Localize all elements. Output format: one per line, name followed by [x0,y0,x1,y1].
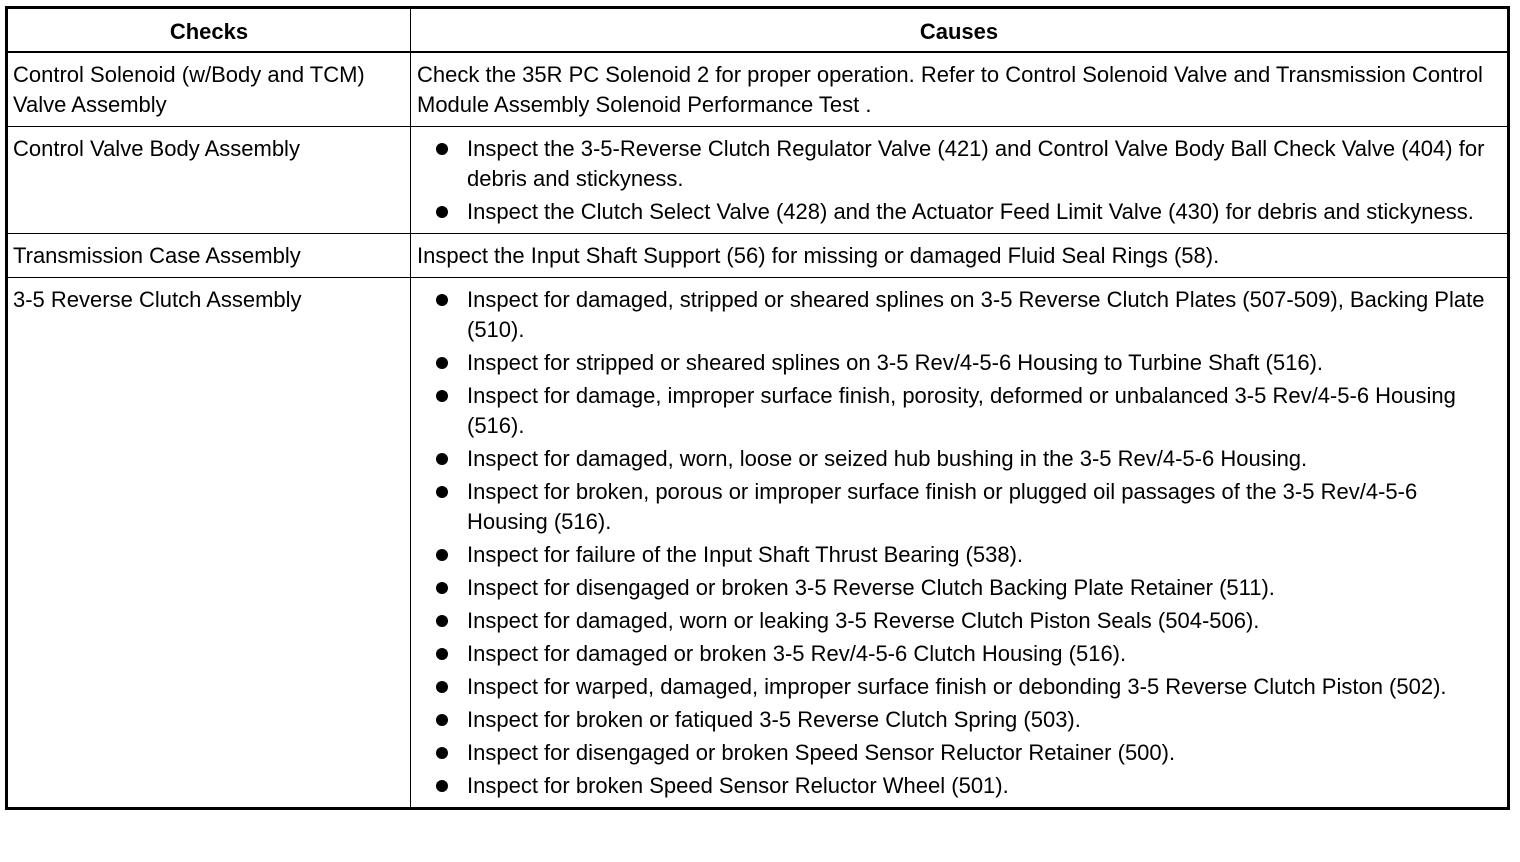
cause-item-text: Inspect for disengaged or broken Speed Sensor Reluctor Retainer (500). [467,740,1176,765]
cause-item-text: Inspect for damaged or broken 3-5 Rev/4-5-6 Clutch Housing (516). [467,641,1127,666]
bullet-icon [436,143,448,155]
bullet-icon [436,549,448,561]
cause-item-text: Inspect the 3-5-Reverse Clutch Regulator Valve (421) and Control Valve Body Ball Check Valve (404) for debris and stickyness. [467,136,1485,191]
list-item [417,672,1501,702]
cause-item-text: Inspect for failure of the Input Shaft Thrust Bearing (538). [467,542,1024,567]
bullet-icon [436,714,448,726]
cause-cell [411,127,1509,234]
bullet-icon [436,648,448,660]
check-cell: Transmission Case Assembly [7,234,411,278]
cause-item-text: Inspect for broken or fatiqued 3-5 Reverse Clutch Spring (503). [467,707,1081,732]
table-row [7,278,1509,809]
cause-cell: Check the 35R PC Solenoid 2 for proper operation. Refer to Control Solenoid Valve and Transmission Control Module Assembly Solenoid Performance Test . [411,52,1509,127]
cause-item-text: Inspect for warped, damaged, improper surface finish or debonding 3-5 Reverse Clutch Piston (502). [467,674,1447,699]
diagnostic-table [5,6,1510,810]
bullet-icon [436,453,448,465]
bullet-icon [436,206,448,218]
check-cell: Control Valve Body Assembly [7,127,411,234]
table-row [7,52,1509,127]
bullet-icon [436,582,448,594]
list-item [417,381,1501,441]
cause-item-text: Inspect for broken, porous or improper surface finish or plugged oil passages of the 3-5 Rev/4-5-6 Housing (516). [467,479,1418,534]
cause-cell [411,278,1509,809]
bullet-icon [436,390,448,402]
list-item [417,738,1501,768]
list-item [417,134,1501,194]
cause-list [417,134,1501,227]
cause-item-text: Inspect for damaged, worn, loose or seized hub bushing in the 3-5 Rev/4-5-6 Housing. [467,446,1308,471]
list-item [417,540,1501,570]
list-item [417,705,1501,735]
list-item [417,477,1501,537]
cause-item-text: Inspect for damaged, stripped or sheared splines on 3-5 Reverse Clutch Plates (507-509), Backing Plate (510). [467,287,1485,342]
list-item [417,639,1501,669]
list-item [417,444,1501,474]
bullet-icon [436,747,448,759]
cause-list [417,285,1501,801]
list-item [417,771,1501,801]
bullet-icon [436,681,448,693]
cause-item-text: Inspect for broken Speed Sensor Reluctor Wheel (501). [467,773,1009,798]
bullet-icon [436,486,448,498]
table-row [7,127,1509,234]
table-header-row [7,8,1509,53]
check-cell: 3-5 Reverse Clutch Assembly [7,278,411,809]
bullet-icon [436,615,448,627]
list-item [417,606,1501,636]
cause-item-text: Inspect for disengaged or broken 3-5 Reverse Clutch Backing Plate Retainer (511). [467,575,1275,600]
bullet-icon [436,780,448,792]
bullet-icon [436,357,448,369]
check-cell: Control Solenoid (w/Body and TCM) Valve Assembly [7,52,411,127]
cause-item-text: Inspect for stripped or sheared splines on 3-5 Rev/4-5-6 Housing to Turbine Shaft (516). [467,350,1324,375]
column-header-causes: Causes [411,8,1509,53]
table-row [7,234,1509,278]
cause-item-text: Inspect for damaged, worn or leaking 3-5 Reverse Clutch Piston Seals (504-506). [467,608,1260,633]
list-item [417,573,1501,603]
column-header-checks: Checks [7,8,411,53]
cause-item-text: Inspect for damage, improper surface finish, porosity, deformed or unbalanced 3-5 Rev/4-5-6 Housing (516). [467,383,1456,438]
bullet-icon [436,294,448,306]
list-item [417,285,1501,345]
cause-item-text: Inspect the Clutch Select Valve (428) and the Actuator Feed Limit Valve (430) for debris and stickyness. [467,199,1474,224]
cause-cell: Inspect the Input Shaft Support (56) for missing or damaged Fluid Seal Rings (58). [411,234,1509,278]
list-item [417,348,1501,378]
list-item [417,197,1501,227]
